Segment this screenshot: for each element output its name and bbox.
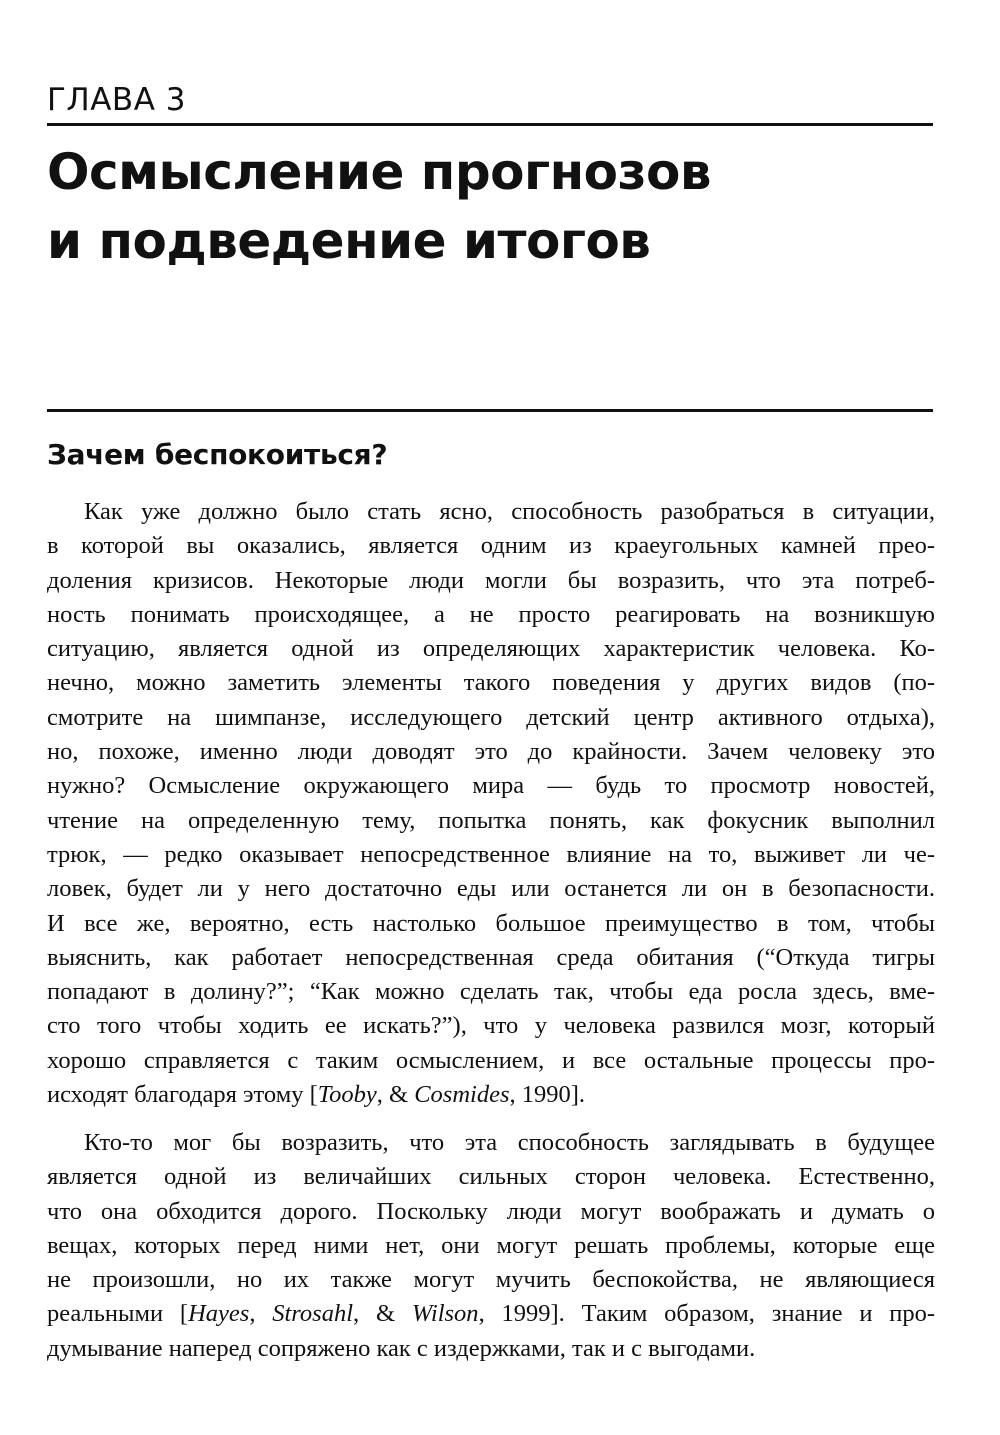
chapter-top-rule [47,123,933,126]
paragraph-1 [47,495,935,1112]
text-line: ловек, будет ли у него достаточно еды или останется ли он в безопасности. [47,875,935,903]
paragraph-2 [47,1126,935,1366]
text-line: смотрите на шимпанзе, исследующего детский центр активного отдыха), [47,703,935,731]
text-fragment: , [249,1300,273,1328]
text-line: выяснить, как работает непосредственная среда обитания (“Откуда тигры [47,943,935,971]
text-line: хорошо справляется с таким осмыслением, и все остальные процессы про- [47,1046,935,1074]
text-line: трюк, — редко оказывает непосредственное влияние на то, выживет ли че- [47,840,935,868]
text-fragment: , 1990]. [509,1081,586,1109]
text-line: что она обходится дорого. Поскольку люди могут воображать и думать о [47,1197,935,1225]
text-fragment: , & [353,1300,412,1328]
citation-line [47,1078,935,1112]
chapter-title-line: и подведение итогов [47,212,651,270]
text-line: И все же, вероятно, есть настолько большое преимущество в том, чтобы [47,909,935,937]
text-line: Кто-то мог бы возразить, что эта способность заглядывать в будущее [84,1129,935,1156]
text-line: но, похоже, именно люди доводят это до крайности. Зачем человеку это [47,738,935,766]
text-line: нечно, можно заметить элементы такого поведения у других видов (по- [47,669,935,697]
citation-author: Wilson [411,1300,479,1328]
text-line: думывание наперед сопряжено как с издержками, так и с выгодами. [47,1334,756,1362]
text-fragment: реальными [ [47,1300,189,1328]
chapter-title [47,138,711,276]
citation-author: Tooby [317,1081,377,1109]
text-line: в которой вы оказались, является одним из краеугольных камней прео- [47,532,935,560]
text-fragment: , & [376,1081,415,1109]
text-fragment: исходят благодаря этому [ [47,1081,318,1109]
section-rule [47,409,933,412]
text-line: чтение на определенную тему, попытка понять, как фокусник выполнил [47,806,935,834]
text-line: попадают в долину?”; “Как можно сделать так, чтобы еда росла здесь, вме- [47,978,935,1006]
citation-author: Hayes [188,1300,250,1328]
citation-line [47,1297,935,1331]
chapter-title-line: Осмысление прогнозов [47,143,712,201]
text-line: ность понимать происходящее, а не просто реагировать на возникшую [47,600,935,628]
text-line: не произошли, но их также могут мучить беспокойства, не являющиеся [47,1266,935,1294]
text-line: доления кризисов. Некоторые люди могли бы возразить, что эта потреб- [47,566,935,594]
text-line: является одной из величайших сильных сторон человека. Естественно, [47,1163,935,1191]
text-line: ситуацию, является одной из определяющих характеристик человека. Ко- [47,635,935,663]
text-line: Как уже должно было стать ясно, способность разобраться в ситуации, [84,498,935,525]
text-fragment: , 1999]. Таким образом, знание и про- [478,1300,936,1328]
citation-author: Strosahl [272,1300,354,1328]
chapter-label: ГЛАВА 3 [47,82,186,118]
citation-author: Cosmides [414,1081,510,1109]
section-heading: Зачем беспокоиться? [47,438,388,471]
text-line: нужно? Осмысление окружающего мира — будь то просмотр новостей, [47,772,935,800]
text-line: вещах, которых перед ними нет, они могут решать проблемы, которые еще [47,1231,935,1259]
text-line: сто того чтобы ходить ее искать?”), что у человека развился мозг, который [47,1012,935,1040]
